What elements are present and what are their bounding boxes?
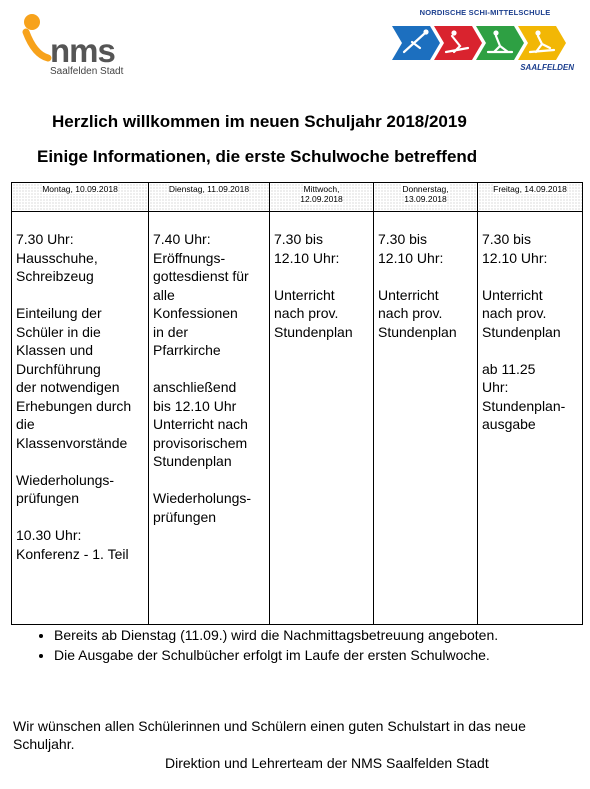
page-subtitle: Einige Informationen, die erste Schulwoche betreffend — [37, 147, 478, 166]
logo-subtitle: Saalfelden Stadt — [50, 66, 124, 77]
logo-dot-icon — [24, 14, 40, 30]
closing-text: Wir wünschen allen Schülerinnen und Schülern einen guten Schulstart in das neue Schuljahr. — [13, 718, 526, 752]
cell-friday — [478, 212, 583, 625]
cell-paragraph: Unterricht nach prov. Stundenplan — [378, 286, 457, 340]
page-title: Herzlich willkommen im neuen Schuljahr 2018/2019 — [52, 112, 467, 131]
column-header-friday: Freitag, 14.09.2018 — [478, 183, 583, 212]
cell-paragraph: 7.30 bis 12.10 Uhr: — [482, 231, 548, 266]
cell-paragraph: 7.30 Uhr: Hausschuhe, Schreibzeug — [16, 231, 98, 284]
table-row — [12, 212, 583, 625]
column-header-monday: Montag, 10.09.2018 — [12, 183, 149, 212]
column-header-thursday: Donnerstag, 13.09.2018 — [374, 183, 478, 212]
cell-paragraph: Wiederholungs- prüfungen — [153, 490, 252, 525]
cell-paragraph: 10.30 Uhr: Konferenz - 1. Teil — [16, 527, 129, 562]
table-header-row — [12, 183, 583, 212]
cell-paragraph: ab 11.25 Uhr: Stundenplan- ausgabe — [482, 360, 566, 432]
column-header-wednesday: Mittwoch, 12.09.2018 — [270, 183, 374, 212]
logo-brand: nms — [50, 32, 115, 69]
notes-list — [32, 626, 534, 666]
list-item: • Die Ausgabe der Schulbücher erfolgt im Laufe der ersten Schulwoche. — [54, 646, 534, 664]
cell-paragraph: 7.30 bis 12.10 Uhr: — [274, 231, 340, 266]
cell-thursday — [374, 212, 478, 625]
cell-paragraph: 7.30 bis 12.10 Uhr: — [378, 231, 444, 266]
cell-paragraph: Unterricht nach prov. Stundenplan — [274, 286, 353, 340]
cell-paragraph: Einteilung der Schüler in die Klassen und Durchführung der notwendigen Erhebungen durch die Klassenvorstände — [16, 305, 132, 451]
cell-paragraph: anschließend bis 12.10 Uhr Unterricht nach provisorischem Stundenplan — [153, 379, 248, 469]
cell-paragraph: Wiederholungs- prüfungen — [16, 471, 115, 506]
cell-tuesday — [149, 212, 270, 625]
nordic-logo-subtitle: SAALFELDEN — [520, 63, 574, 72]
sports-icons — [390, 22, 580, 64]
cell-monday — [12, 212, 149, 625]
cell-paragraph: 7.40 Uhr: Eröffnungs- gottesdienst für alle Konfessionen in der Pfarrkirche — [153, 231, 249, 358]
cell-wednesday — [270, 212, 374, 625]
cell-paragraph: Unterricht nach prov. Stundenplan — [482, 286, 561, 340]
nms-logo — [18, 10, 138, 80]
signature: Direktion und Lehrerteam der NMS Saalfelden Stadt — [165, 755, 489, 771]
nordic-school-logo — [390, 8, 580, 80]
column-header-tuesday: Dienstag, 11.09.2018 — [149, 183, 270, 212]
list-item: • Bereits ab Dienstag (11.09.) wird die Nachmittagsbetreuung angeboten. — [54, 626, 534, 644]
nordic-logo-title: NORDISCHE SCHI-MITTELSCHULE — [419, 8, 551, 17]
week-schedule-table — [11, 182, 583, 625]
